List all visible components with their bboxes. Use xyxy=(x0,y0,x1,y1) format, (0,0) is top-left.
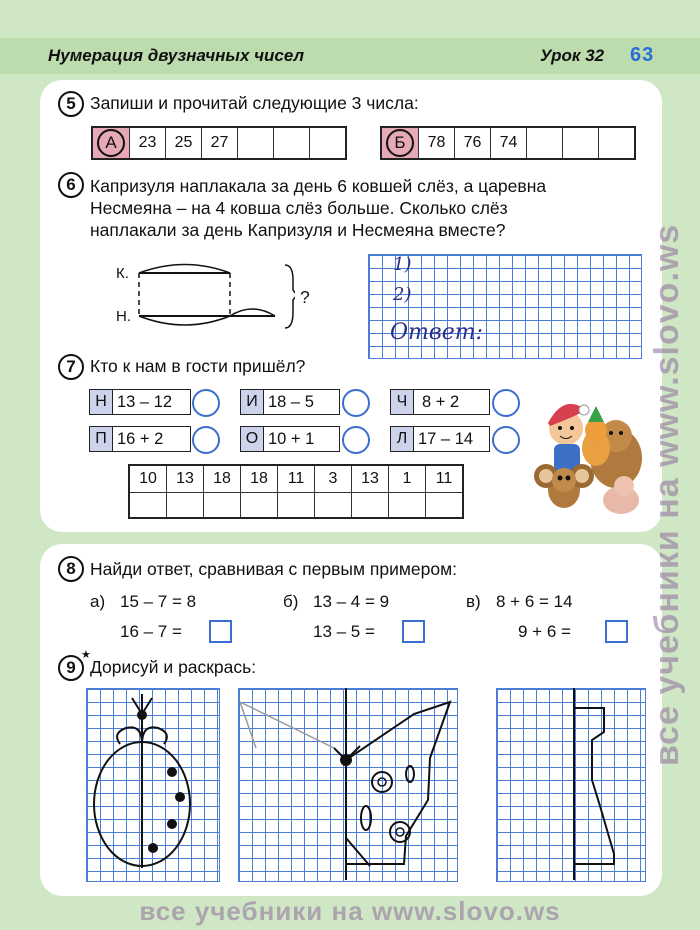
handwriting-step-1: 1) xyxy=(393,254,412,275)
answer-number: 11 xyxy=(426,466,462,493)
vase-drawing xyxy=(496,688,644,880)
ladybug-drawing xyxy=(86,688,218,880)
cartoon-characters-illustration xyxy=(526,388,646,520)
answer-cell[interactable] xyxy=(315,493,351,517)
task-8c-answer-box[interactable] xyxy=(605,620,628,643)
answer-cell[interactable] xyxy=(426,493,462,517)
task-8b-answer-box[interactable] xyxy=(402,620,425,643)
answer-circle[interactable] xyxy=(342,426,370,454)
example-letter: Л xyxy=(391,427,414,451)
task-5-number: 5 xyxy=(58,91,84,117)
diagram-question-mark: ? xyxy=(300,287,310,307)
answer-cell[interactable] xyxy=(130,493,166,517)
task-8a-second: 16 – 7 = xyxy=(120,622,182,641)
task-8-number: 8 xyxy=(58,556,84,582)
sequence-a-letter: А xyxy=(93,128,130,158)
sequence-a-cell xyxy=(274,128,310,158)
example-p xyxy=(89,426,191,452)
answer-number: 11 xyxy=(278,466,314,493)
answer-circle[interactable] xyxy=(342,389,370,417)
segment-diagram xyxy=(135,260,295,335)
task-8b-second: 13 – 5 = xyxy=(313,622,375,641)
answer-cell[interactable] xyxy=(352,493,388,517)
star-icon: ★ xyxy=(81,649,91,661)
task-9-text: Дорисуй и раскрась: xyxy=(90,657,257,677)
page-number: 63 xyxy=(630,44,655,66)
answer-cell[interactable] xyxy=(167,493,203,517)
answer-number: 13 xyxy=(167,466,203,493)
sequence-a-cell: 25 xyxy=(166,128,202,158)
example-expression: 17 – 14 xyxy=(418,429,474,448)
example-expression: 10 + 1 xyxy=(268,429,315,448)
task-8b-first: 13 – 4 = 9 xyxy=(313,592,390,611)
sequence-b-cell xyxy=(527,128,563,158)
answer-circle[interactable] xyxy=(492,426,520,454)
task-8c-second: 9 + 6 = xyxy=(518,622,571,641)
example-expression: 18 – 5 xyxy=(268,392,314,411)
sequence-b xyxy=(380,126,636,160)
example-letter: Н xyxy=(90,390,113,414)
task-8c-first: 8 + 6 = 14 xyxy=(496,592,573,611)
example-n xyxy=(89,389,191,415)
task-8a-label: а) xyxy=(90,592,106,611)
answer-number: 1 xyxy=(389,466,425,493)
example-expression: 16 + 2 xyxy=(117,429,164,448)
sequence-a xyxy=(91,126,347,160)
answer-number: 18 xyxy=(204,466,240,493)
example-ch xyxy=(390,389,490,415)
sequence-b-letter: Б xyxy=(382,128,419,158)
task-6-line-1: Капризуля наплакала за день 6 ковшей слёз, а царевна xyxy=(90,176,547,196)
answer-table xyxy=(128,464,464,519)
answer-cell[interactable] xyxy=(241,493,277,517)
task-6-line-2: Несмеяна – на 4 ковша слёз больше. Сколько слёз xyxy=(90,198,508,218)
handwriting-step-2: 2) xyxy=(393,284,412,305)
sequence-a-cell xyxy=(310,128,345,158)
task-6-line-3: наплакали за день Капризуля и Несмеяна вместе? xyxy=(90,220,506,240)
task-8c-label: в) xyxy=(466,592,481,611)
sequence-b-cell xyxy=(563,128,599,158)
sequence-a-cell: 27 xyxy=(202,128,238,158)
handwriting-answer: Ответ: xyxy=(390,320,483,345)
task-8a-answer-box[interactable] xyxy=(209,620,232,643)
sequence-b-cell xyxy=(599,128,634,158)
answer-number: 10 xyxy=(130,466,166,493)
example-letter: О xyxy=(241,427,264,451)
task-8b-label: б) xyxy=(283,592,299,611)
task-8a-first: 15 – 7 = 8 xyxy=(120,592,197,611)
task-8-text: Найди ответ, сравнивая с первым примером: xyxy=(90,559,457,579)
bottom-watermark: все учебники на www.slovo.ws xyxy=(139,896,561,926)
task-7-number: 7 xyxy=(58,354,84,380)
sequence-a-cell: 23 xyxy=(130,128,166,158)
example-o xyxy=(240,426,340,452)
answer-cell[interactable] xyxy=(278,493,314,517)
sequence-b-cell: 74 xyxy=(491,128,527,158)
diagram-label-k: К. xyxy=(116,265,129,282)
side-watermark: все учебники на www.slovo.ws xyxy=(648,223,686,767)
example-l xyxy=(390,426,490,452)
answer-circle[interactable] xyxy=(492,389,520,417)
butterfly-drawing xyxy=(238,688,456,880)
diagram-label-n: Н. xyxy=(116,308,131,325)
task-7-text: Кто к нам в гости пришёл? xyxy=(90,356,306,376)
example-expression: 8 + 2 xyxy=(422,392,460,411)
task-6-number: 6 xyxy=(58,172,84,198)
answer-circle[interactable] xyxy=(192,389,220,417)
answer-cell[interactable] xyxy=(204,493,240,517)
example-expression: 13 – 12 xyxy=(117,392,173,411)
example-i xyxy=(240,389,340,415)
sequence-b-cell: 76 xyxy=(455,128,491,158)
example-letter: И xyxy=(241,390,264,414)
answer-circle[interactable] xyxy=(192,426,220,454)
sequence-b-cell: 78 xyxy=(419,128,455,158)
answer-number: 18 xyxy=(241,466,277,493)
example-letter: П xyxy=(90,427,113,451)
page-title: Нумерация двузначных чисел xyxy=(48,46,305,65)
lesson-label: Урок 32 xyxy=(540,46,605,65)
task-5-text: Запиши и прочитай следующие 3 числа: xyxy=(90,93,419,113)
answer-number: 13 xyxy=(352,466,388,493)
example-letter: Ч xyxy=(391,390,414,414)
answer-number: 3 xyxy=(315,466,351,493)
task-9-number: 9 xyxy=(58,655,84,681)
sequence-a-cell xyxy=(238,128,274,158)
answer-cell[interactable] xyxy=(389,493,425,517)
